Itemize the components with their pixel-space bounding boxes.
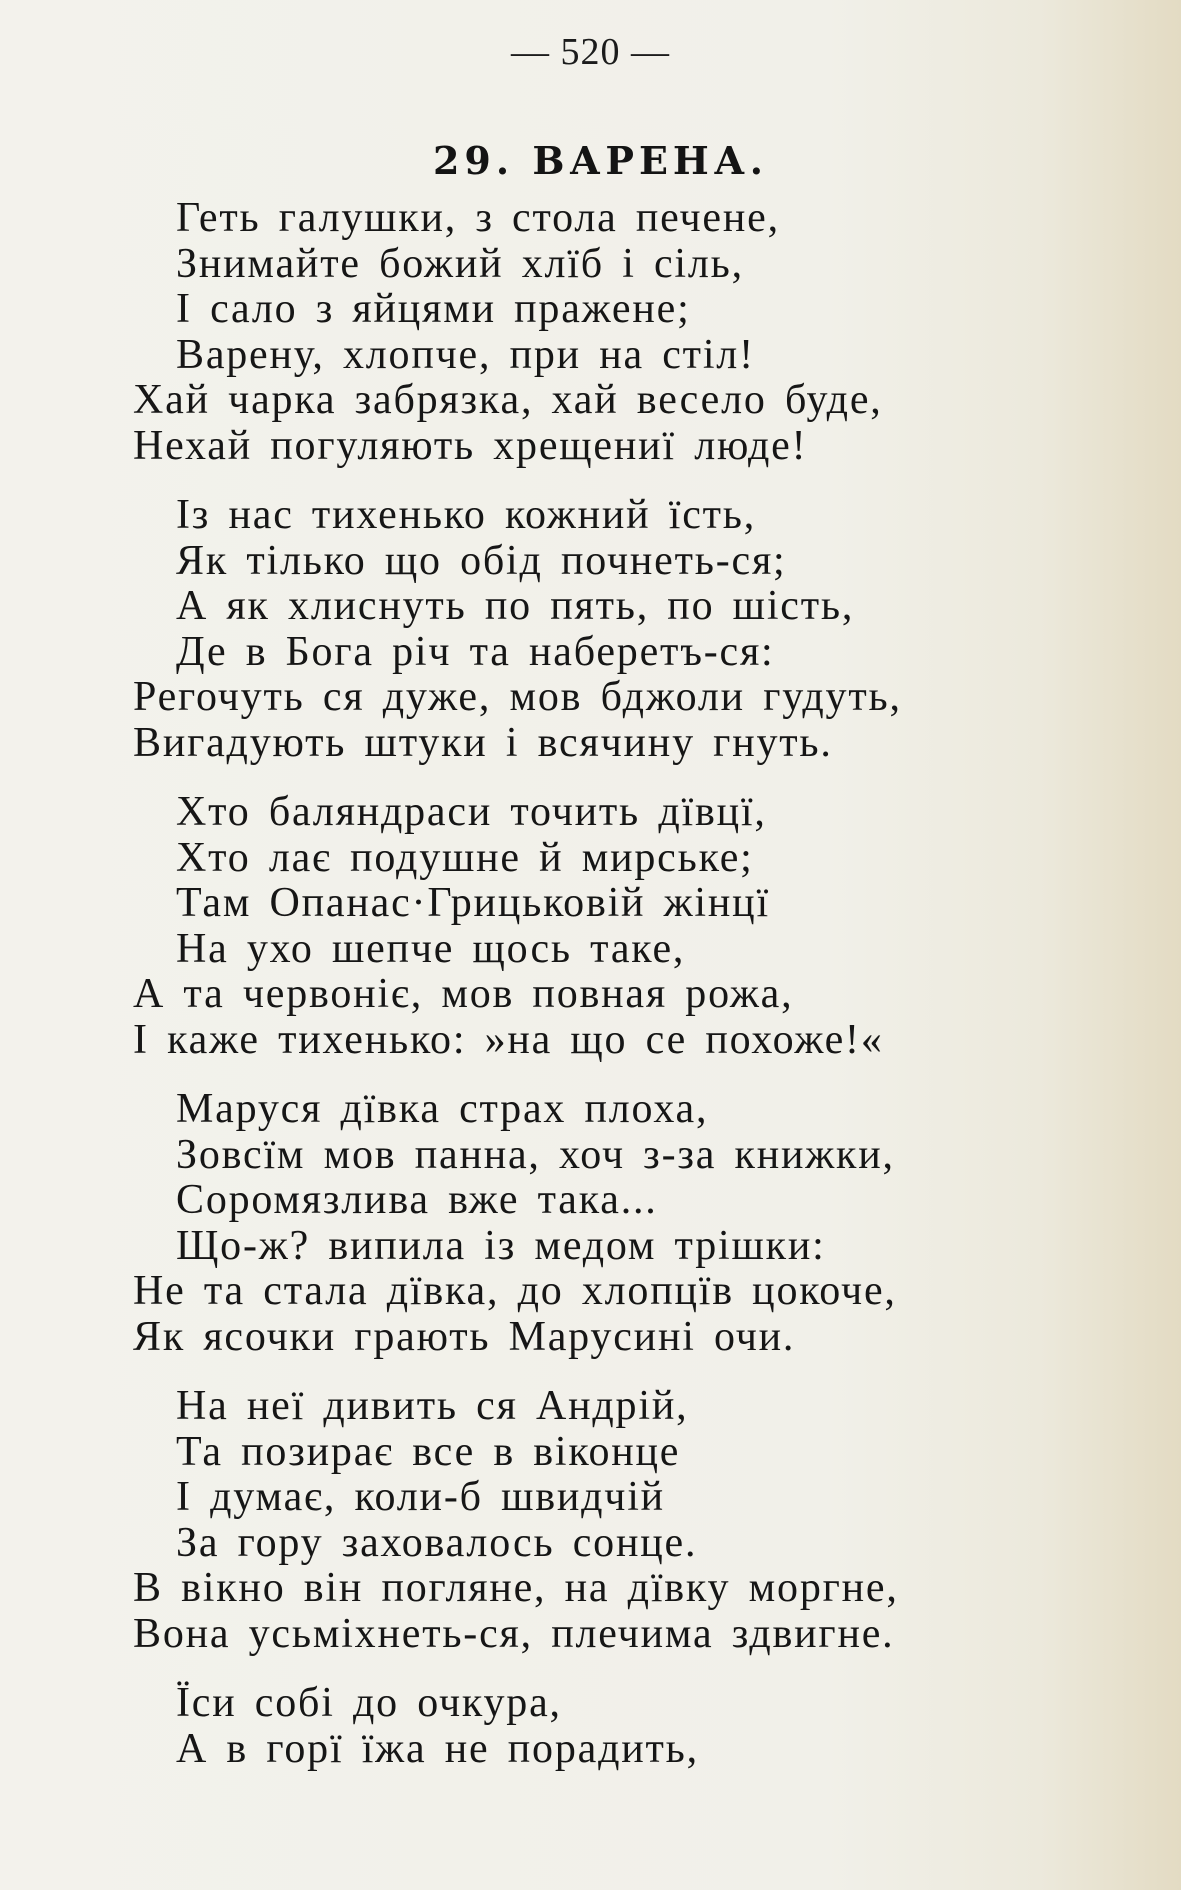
stanza: [0, 196, 1181, 469]
poem-line: Вона усьміхнеть-ся, плечима здвигне.: [133, 1610, 895, 1657]
poem-line: Із нас тихенько кожний їсть,: [176, 492, 757, 538]
stanza: [0, 1681, 1181, 1772]
poem-line: Вигадують штуки і всячину гнуть.: [133, 719, 833, 766]
poem-line: Зовсїм мов панна, хоч з-за книжки,: [176, 1131, 895, 1178]
poem-line: Варену, хлопче, при на стіл!: [176, 331, 755, 378]
poem-line: Знимайте божий хлїб і сіль,: [176, 240, 744, 287]
stanza: [0, 1384, 1181, 1657]
stanza: [0, 493, 1181, 766]
poem-line: Не та стала дївка, до хлопцїв цокоче,: [133, 1268, 897, 1314]
poem-line: І думає, коли-б швидчій: [176, 1474, 665, 1520]
poem-line: Хто баляндраси точить дївцї,: [176, 789, 767, 835]
poem-line: Що-ж? випила із медом трішки:: [176, 1222, 826, 1269]
poem-line: На неї дивить ся Андрій,: [176, 1383, 689, 1429]
poem-line: Як ясочки грають Марусині очи.: [133, 1313, 796, 1360]
poem-line: Там Опанас·Грицьковій жінцї: [176, 880, 770, 926]
poem-line: А в горї їжа не порадить,: [176, 1725, 699, 1772]
poem-line: Соромязлива вже така...: [176, 1177, 658, 1223]
poem-line: Регочуть ся дуже, мов бджоли гудуть,: [133, 674, 902, 720]
poem-line: І каже тихенько: »на що се похоже!«: [133, 1016, 884, 1063]
stanza: [0, 1087, 1181, 1360]
poem-line: Їси собі до очкура,: [176, 1680, 562, 1726]
poem-title: 29. ВАРЕНА.: [432, 138, 769, 183]
poem-line: Де в Бога річ та наберетъ-ся:: [176, 628, 775, 675]
page-number: — 520 —: [511, 31, 670, 73]
poem-line: На ухо шепче щось таке,: [176, 925, 686, 972]
poem-line: В вікно він погляне, на дївку моргне,: [133, 1565, 899, 1611]
poem-line: Маруся дївка страх плоха,: [176, 1086, 709, 1132]
poem-body: [0, 196, 1181, 1796]
poem-line: За гору заховалось сонце.: [176, 1519, 698, 1566]
poem-line: Та позирає все в віконце: [176, 1428, 681, 1475]
stanza: [0, 790, 1181, 1063]
poem-line: Нехай погуляють хрещениї люде!: [133, 422, 808, 469]
poem-line: А як хлиснуть по пять, по шість,: [176, 583, 855, 629]
poem-line: І сало з яйцями пражене;: [176, 286, 691, 332]
poem-line: Геть галушки, з стола печене,: [176, 195, 780, 241]
poem-line: Як тілько що обід почнеть-ся;: [176, 537, 787, 584]
poem-line: Хай чарка забрязка, хай весело буде,: [133, 377, 883, 423]
poem-line: А та червоніє, мов повная рожа,: [133, 971, 794, 1017]
poem-line: Хто лає подушне й мирське;: [176, 834, 754, 881]
